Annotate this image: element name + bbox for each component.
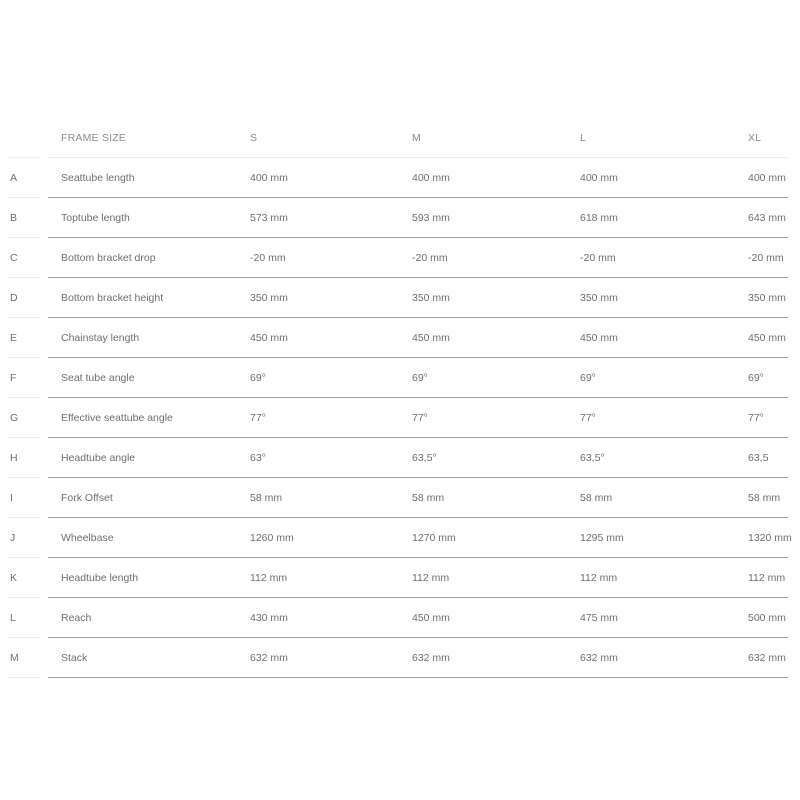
value-size-l: 77° — [580, 412, 596, 424]
row-divider — [9, 677, 41, 678]
value-size-l: -20 mm — [580, 252, 616, 264]
row-label: Headtube angle — [61, 452, 136, 464]
value-size-l: 58 mm — [580, 492, 613, 504]
row-letter: A — [10, 172, 18, 184]
value-size-xl: 77° — [748, 412, 764, 424]
value-size-s: 350 mm — [250, 292, 288, 304]
table-header-row — [0, 118, 800, 158]
value-size-xl: -20 mm — [748, 252, 784, 264]
table-row — [0, 238, 800, 278]
size-l-header: L — [580, 132, 587, 144]
value-size-l: 450 mm — [580, 332, 618, 344]
row-letter: C — [10, 252, 18, 264]
size-m-header: M — [412, 132, 421, 144]
value-size-m: 58 mm — [412, 492, 445, 504]
row-letter: F — [10, 372, 17, 384]
row-label: Seat tube angle — [61, 372, 135, 384]
value-size-s: 1260 mm — [250, 532, 294, 544]
row-letter: D — [10, 292, 18, 304]
value-size-m: 63,5° — [412, 452, 437, 464]
row-label: Effective seattube angle — [61, 412, 173, 424]
frame-size-header: FRAME SIZE — [61, 132, 127, 144]
row-label: Toptube length — [61, 212, 130, 224]
value-size-s: 450 mm — [250, 332, 288, 344]
value-size-m: 400 mm — [412, 172, 450, 184]
value-size-xl: 500 mm — [748, 612, 786, 624]
table-row — [0, 358, 800, 398]
geometry-table — [0, 118, 800, 678]
table-row — [0, 278, 800, 318]
value-size-m: 350 mm — [412, 292, 450, 304]
value-size-m: 632 mm — [412, 652, 450, 664]
table-row — [0, 478, 800, 518]
value-size-s: -20 mm — [250, 252, 286, 264]
table-body — [0, 158, 800, 678]
value-size-m: 450 mm — [412, 332, 450, 344]
table-row — [0, 558, 800, 598]
value-size-l: 69° — [580, 372, 596, 384]
row-label: Bottom bracket height — [61, 292, 164, 304]
row-letter: B — [10, 212, 18, 224]
value-size-xl: 350 mm — [748, 292, 786, 304]
value-size-s: 69° — [250, 372, 266, 384]
row-label: Fork Offset — [61, 492, 113, 504]
value-size-s: 63° — [250, 452, 266, 464]
table-row — [0, 598, 800, 638]
row-label: Headtube length — [61, 572, 139, 584]
row-label: Seattube length — [61, 172, 135, 184]
value-size-m: 112 mm — [412, 572, 450, 584]
row-label: Bottom bracket drop — [61, 252, 156, 264]
value-size-m: 1270 mm — [412, 532, 456, 544]
row-letter: J — [10, 532, 16, 544]
value-size-xl: 58 mm — [748, 492, 781, 504]
value-size-l: 400 mm — [580, 172, 618, 184]
value-size-xl: 69° — [748, 372, 764, 384]
table-row — [0, 398, 800, 438]
value-size-xl: 63,5 — [748, 452, 769, 464]
value-size-m: -20 mm — [412, 252, 448, 264]
value-size-xl: 400 mm — [748, 172, 786, 184]
value-size-m: 69° — [412, 372, 428, 384]
table-row — [0, 158, 800, 198]
value-size-m: 450 mm — [412, 612, 450, 624]
row-label: Wheelbase — [61, 532, 114, 544]
value-size-l: 632 mm — [580, 652, 618, 664]
value-size-s: 632 mm — [250, 652, 288, 664]
value-size-s: 112 mm — [250, 572, 288, 584]
table-row — [0, 438, 800, 478]
table-row — [0, 518, 800, 558]
value-size-xl: 643 mm — [748, 212, 786, 224]
value-size-m: 593 mm — [412, 212, 450, 224]
value-size-l: 618 mm — [580, 212, 618, 224]
row-letter: G — [10, 412, 19, 424]
table-row — [0, 638, 800, 678]
row-letter: L — [10, 612, 16, 624]
row-letter: I — [10, 492, 13, 504]
value-size-m: 77° — [412, 412, 428, 424]
table-row — [0, 318, 800, 358]
size-xl-header: XL — [748, 132, 762, 144]
value-size-l: 63,5° — [580, 452, 605, 464]
row-label: Stack — [61, 652, 88, 664]
row-letter: K — [10, 572, 18, 584]
value-size-l: 1295 mm — [580, 532, 624, 544]
value-size-l: 112 mm — [580, 572, 618, 584]
value-size-xl: 1320 mm — [748, 532, 792, 544]
size-s-header: S — [250, 132, 258, 144]
value-size-s: 430 mm — [250, 612, 288, 624]
value-size-xl: 450 mm — [748, 332, 786, 344]
value-size-xl: 632 mm — [748, 652, 786, 664]
value-size-s: 58 mm — [250, 492, 283, 504]
row-letter: M — [10, 652, 19, 664]
value-size-l: 350 mm — [580, 292, 618, 304]
value-size-l: 475 mm — [580, 612, 618, 624]
value-size-s: 400 mm — [250, 172, 288, 184]
value-size-s: 573 mm — [250, 212, 288, 224]
row-divider — [48, 677, 788, 678]
row-letter: E — [10, 332, 18, 344]
table-row — [0, 198, 800, 238]
row-letter: H — [10, 452, 18, 464]
row-label: Chainstay length — [61, 332, 140, 344]
value-size-s: 77° — [250, 412, 266, 424]
row-label: Reach — [61, 612, 92, 624]
value-size-xl: 112 mm — [748, 572, 786, 584]
